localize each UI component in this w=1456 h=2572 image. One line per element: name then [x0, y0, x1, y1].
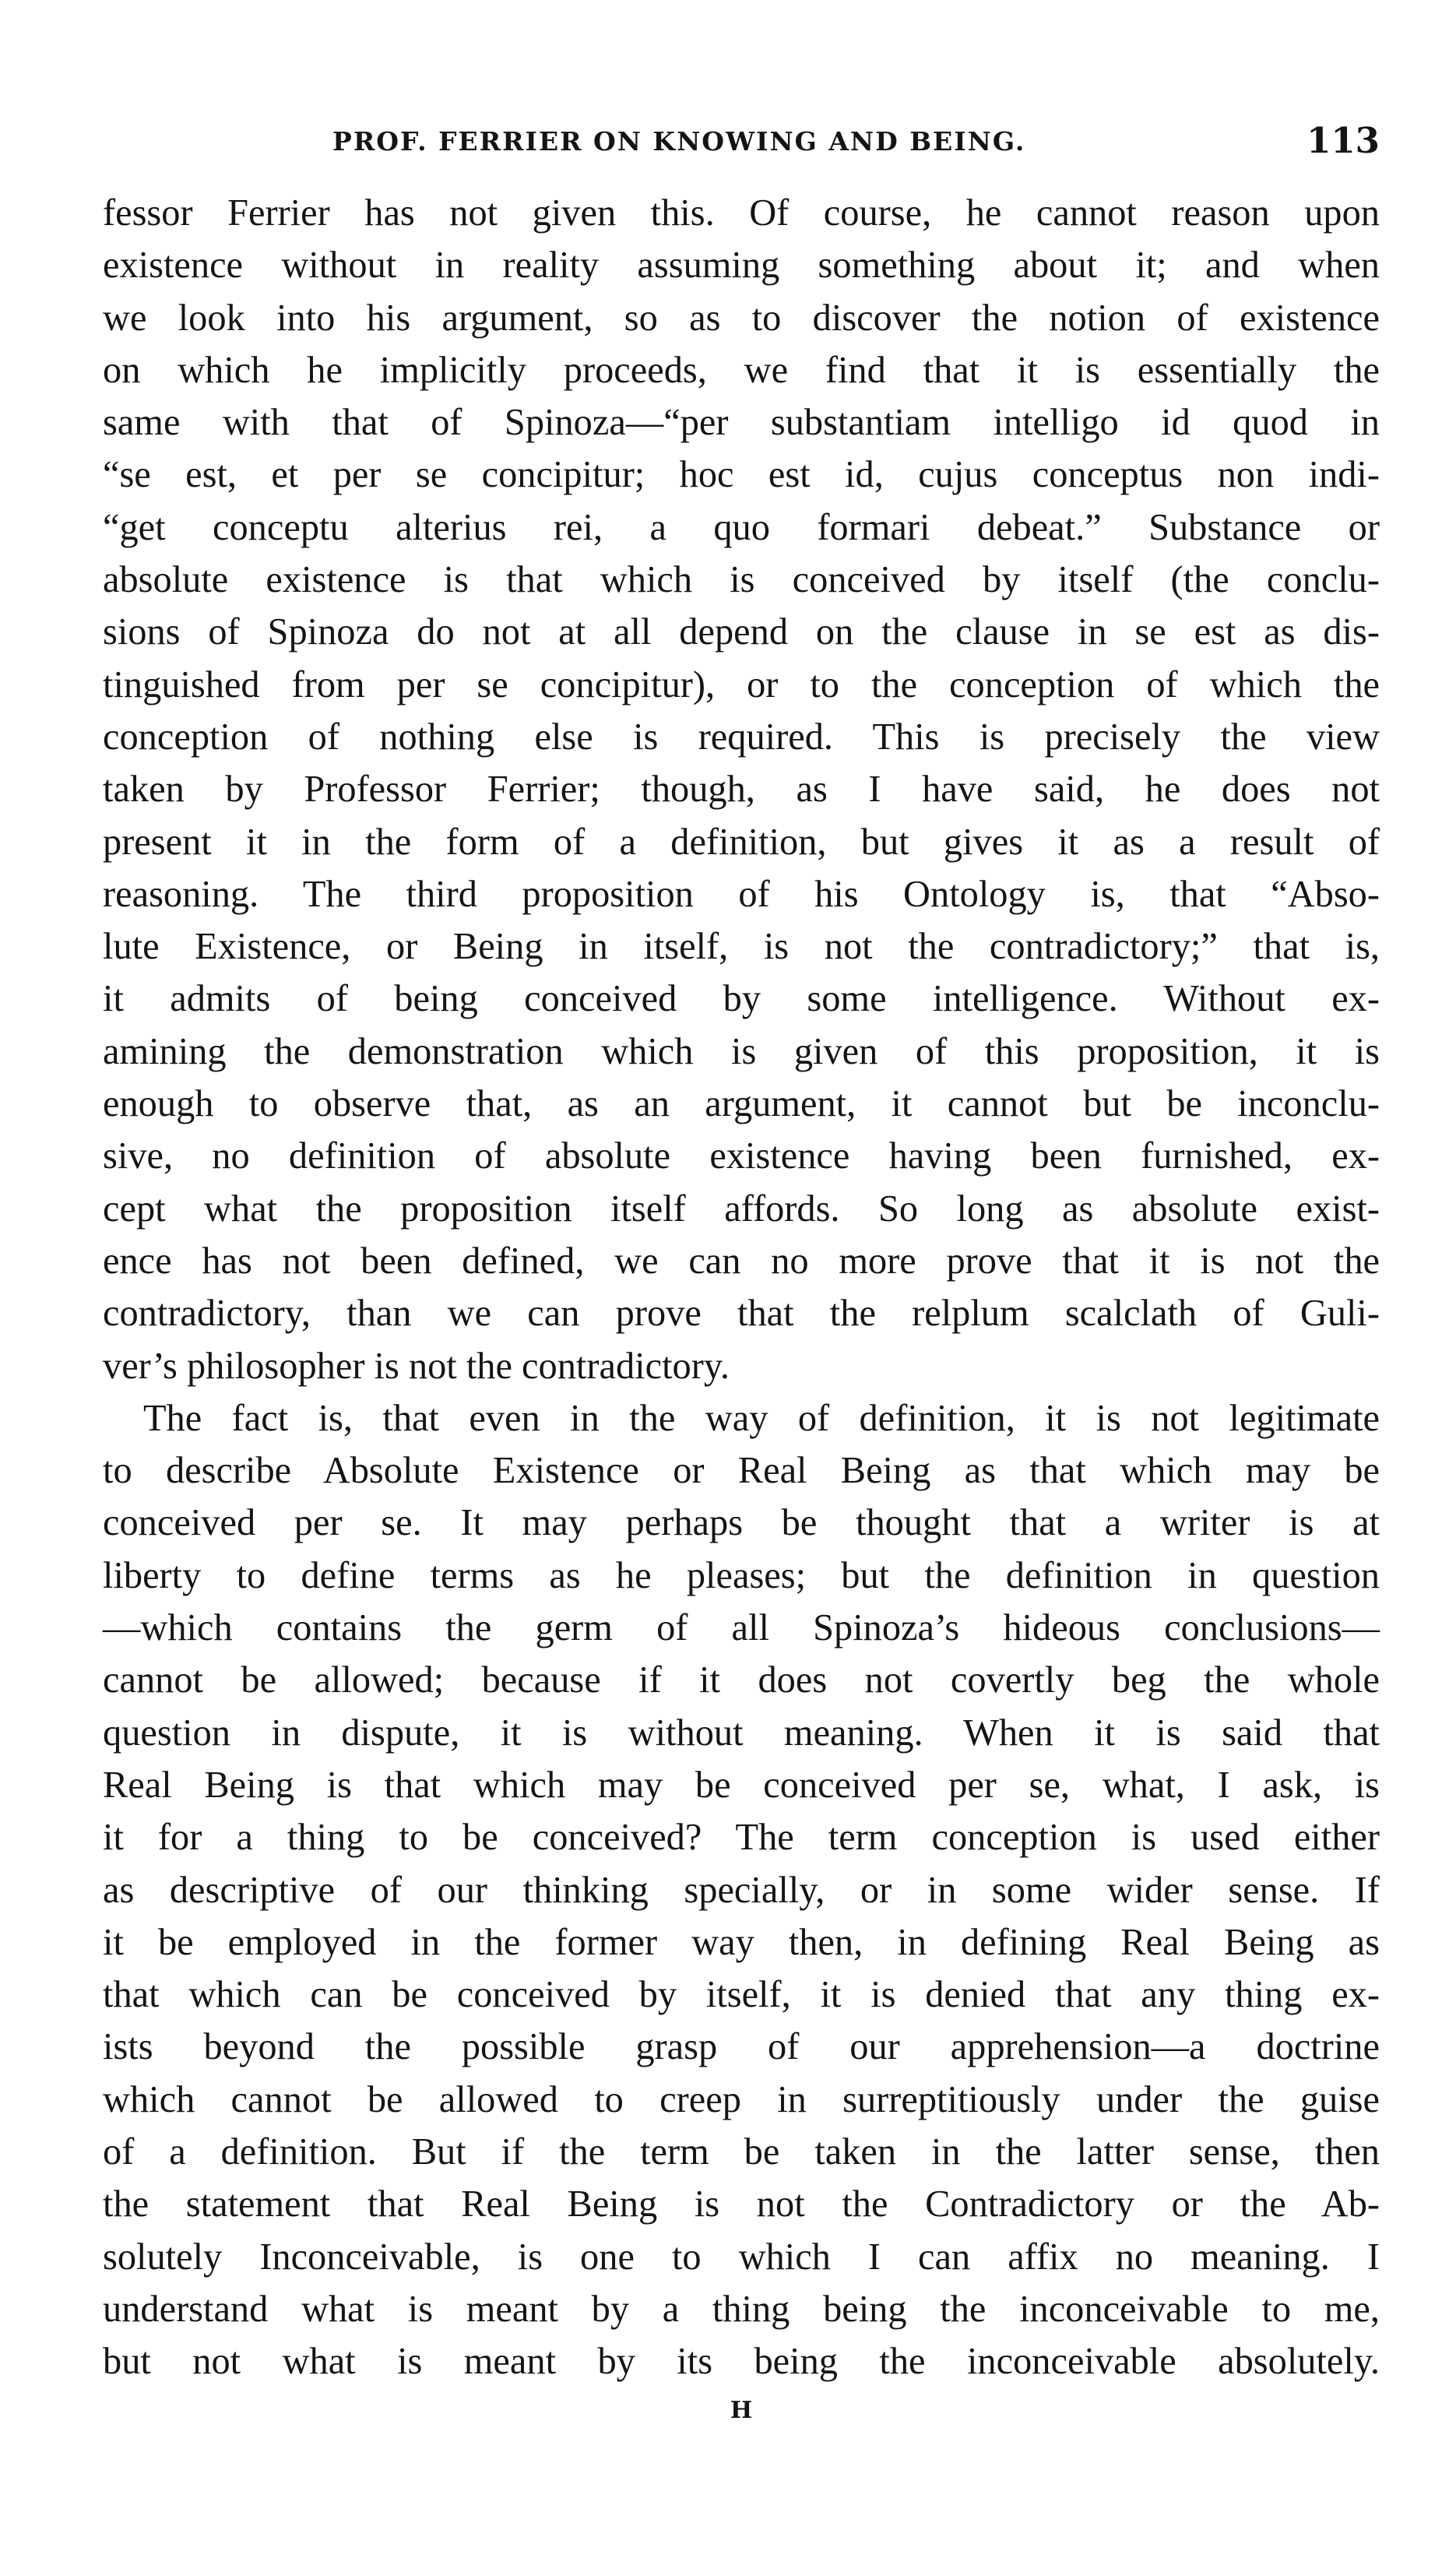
running-title: PROF. FERRIER ON KNOWING AND BEING. — [332, 126, 1026, 157]
text-line: ver’s philosopher is not the contradictory. — [103, 1345, 730, 1387]
text-line: existence without in reality assuming something about it; and when — [103, 245, 1380, 287]
text-line: cannot be allowed; because if it does not covertly beg the whole — [103, 1659, 1380, 1701]
text-line: contradictory, than we can prove that the relplum scalclath of Guli- — [103, 1293, 1380, 1335]
text-line: fessor Ferrier has not given this. Of course, he cannot reason upon — [103, 192, 1380, 234]
text-line: as descriptive of our thinking specially, or in some wider sense. If — [103, 1869, 1380, 1911]
text-line: “se est, et per se concipitur; hoc est id, cujus conceptus non indi- — [103, 454, 1380, 496]
book-page — [103, 117, 1380, 2531]
text-line: liberty to define terms as he pleases; but the definition in question — [103, 1554, 1380, 1596]
text-line: conceived per se. It may perhaps be thought that a writer is at — [103, 1502, 1380, 1544]
text-line: reasoning. The third proposition of his Ontology is, that “Abso- — [103, 873, 1380, 915]
text-line: absolute existence is that which is conceived by itself (the conclu- — [103, 559, 1380, 601]
text-line: on which he implicitly proceeds, we find that it is essentially the — [103, 349, 1380, 391]
body-text — [103, 187, 1380, 2387]
text-line: The fact is, that even in the way of definition, it is not legitimate — [143, 1397, 1380, 1439]
signature-mark: H — [730, 2397, 753, 2425]
text-line: sive, no definition of absolute existence having been furnished, ex- — [103, 1135, 1380, 1177]
text-line: same with that of Spinoza—“per substantiam intelligo id quod in — [103, 402, 1380, 444]
text-line: it be employed in the former way then, in defining Real Being as — [103, 1921, 1380, 1963]
text-line: “get conceptu alterius rei, a quo formari debeat.” Substance or — [103, 506, 1380, 548]
text-line: present it in the form of a definition, but gives it as a result of — [103, 821, 1380, 863]
text-line: it for a thing to be conceived? The term conception is used either — [103, 1817, 1380, 1859]
text-line: that which can be conceived by itself, it is denied that any thing ex- — [103, 1974, 1380, 2016]
text-line: taken by Professor Ferrier; though, as I have said, he does not — [103, 769, 1380, 811]
text-line: solutely Inconceivable, is one to which I can affix no meaning. I — [103, 2236, 1380, 2278]
text-line: the statement that Real Being is not the Contradictory or the Ab- — [103, 2183, 1380, 2225]
text-line: conception of nothing else is required. This is precisely the view — [103, 716, 1380, 758]
text-line: it admits of being conceived by some intelligence. Without ex- — [103, 978, 1380, 1020]
running-head — [103, 117, 1380, 187]
text-line: amining the demonstration which is given of this proposition, it is — [103, 1030, 1380, 1072]
text-line: cept what the proposition itself affords. So long as absolute exist- — [103, 1187, 1380, 1230]
text-line: to describe Absolute Existence or Real Being as that which may be — [103, 1450, 1380, 1492]
text-line: we look into his argument, so as to discover the notion of existence — [103, 297, 1380, 339]
text-line: lute Existence, or Being in itself, is not the contradictory;” that is, — [103, 926, 1380, 968]
text-line: sions of Spinoza do not at all depend on the clause in se est as dis- — [103, 611, 1380, 653]
text-line: of a definition. But if the term be taken in the latter sense, then — [103, 2130, 1380, 2173]
page-number: 113 — [1307, 120, 1380, 161]
text-line: enough to observe that, as an argument, it cannot but be inconclu- — [103, 1083, 1380, 1125]
text-line: ists beyond the possible grasp of our apprehension—a doctrine — [103, 2026, 1380, 2068]
text-line: which cannot be allowed to creep in surreptitiously under the guise — [103, 2078, 1380, 2120]
text-line: —which contains the germ of all Spinoza’s hideous conclusions— — [103, 1607, 1380, 1649]
text-line: tinguished from per se concipitur), or to the conception of which the — [103, 663, 1380, 705]
text-line: but not what is meant by its being the inconceivable absolutely. — [103, 2341, 1380, 2383]
text-line: understand what is meant by a thing being the inconceivable to me, — [103, 2288, 1380, 2330]
text-line: question in dispute, it is without meaning. When it is said that — [103, 1712, 1380, 1754]
text-line: ence has not been defined, we can no more prove that it is not the — [103, 1240, 1380, 1282]
text-line: Real Being is that which may be conceived per se, what, I ask, is — [103, 1764, 1380, 1806]
